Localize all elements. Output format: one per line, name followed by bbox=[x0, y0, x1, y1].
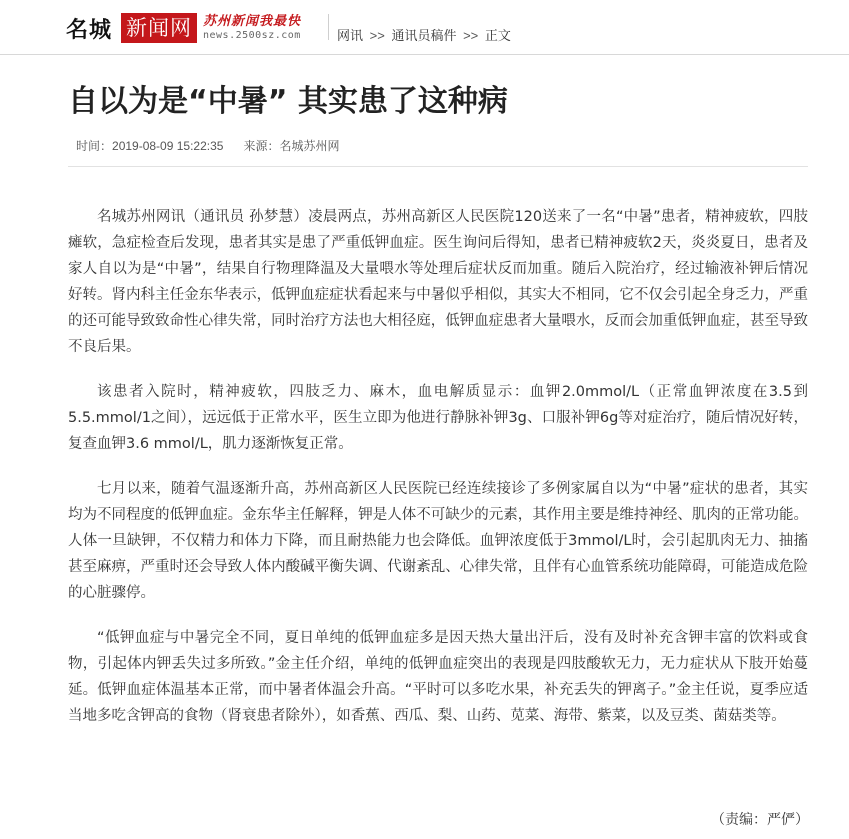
article-meta bbox=[76, 137, 339, 154]
site-logo[interactable]: 名城 bbox=[66, 18, 113, 43]
header-divider bbox=[328, 14, 329, 40]
site-logo-box[interactable]: 新闻网 bbox=[121, 13, 197, 43]
breadcrumb-separator: >> bbox=[369, 28, 385, 43]
breadcrumb-item-news[interactable]: 网讯 bbox=[337, 28, 364, 43]
publish-time: 2019-08-09 15:22:35 bbox=[112, 139, 224, 153]
article-paragraph: 该患者入院时，精神疲软，四肢乏力、麻木，血电解质显示：血钾2.0mmol/L（正常血钾浓度在3.5到5.5.mmol/1之间），远远低于正常水平，医生立即为他进行静脉补钾3g、口服补钾6g等对症治疗，随后情况好转，复查血钾3.6 mmol/L，肌力逐渐恢复正常。 bbox=[68, 384, 808, 452]
site-slogan: 苏州新闻我最快 bbox=[203, 14, 302, 29]
site-url: news.2500sz.com bbox=[203, 30, 301, 41]
time-label: 时间： bbox=[76, 139, 113, 153]
article-title: 自以为是“中暑” 其实患了这种病 bbox=[68, 84, 508, 119]
article-body bbox=[68, 204, 808, 748]
article-editor: （责编：严俨） bbox=[711, 812, 809, 828]
article-paragraph: 七月以来，随着气温逐渐升高，苏州高新区人民医院已经连续接诊了多例家属自以为“中暑”症状的患者，其实均为不同程度的低钾血症。金东华主任解释，钾是人体不可缺少的元素，其作用主要是维持神经、肌肉的正常功能。人体一旦缺钾，不仅精力和体力下降，而且耐热能力也会降低。血钾浓度低于3mmol/L时，会引起肌肉无力、抽搐甚至麻痹，严重时还会导致人体内酸碱平衡失调、代谢紊乱、心律失常，且伴有心血管系统功能障碍，可能造成危险的心脏骤停。 bbox=[68, 481, 808, 601]
article-paragraph: 名城苏州网讯（通讯员 孙梦慧）凌晨两点，苏州高新区人民医院120送来了一名“中暑”患者，精神疲软，四肢瘫软，急症检查后发现，患者其实是患了严重低钾血症。医生询问后得知，患者已精神疲软2天，炎炎夏日，患者及家人自以为是“中暑”，结果自行物理降温及大量喂水等处理后症状反而加重。随后入院治疗，经过输液补钾后情况好转。肾内科主任金东华表示，低钾血症症状看起来与中暑似乎相似，其实大不相同，它不仅会引起全身乏力，严重的还可能导致致命性心律失常，同时治疗方法也大相径庭，低钾血症患者大量喂水，反而会加重低钾血症，甚至导致不良后果。 bbox=[68, 209, 808, 355]
breadcrumb bbox=[337, 25, 511, 44]
source-label: 来源： bbox=[243, 139, 280, 153]
meta-divider bbox=[68, 166, 808, 167]
site-header bbox=[0, 0, 849, 52]
breadcrumb-separator: >> bbox=[463, 28, 479, 43]
breadcrumb-item-current: 正文 bbox=[484, 28, 511, 43]
article-paragraph: “低钾血症与中暑完全不同，夏日单纯的低钾血症多是因天热大量出汗后，没有及时补充含钾丰富的饮料或食物，引起体内钾丢失过多所致。”金主任介绍，单纯的低钾血症突出的表现是四肢酸软无力，无力症状从下肢开始蔓延。低钾血症体温基本正常，而中暑者体温会升高。“平时可以多吃水果，补充丢失的钾离子。”金主任说，夏季应适当地多吃含钾高的食物（肾衰患者除外），如香蕉、西瓜、梨、山药、苋菜、海带、紫菜，以及豆类、菌菇类等。 bbox=[68, 630, 808, 724]
article-source: 名城苏州网 bbox=[279, 139, 340, 153]
breadcrumb-item-correspondent[interactable]: 通讯员稿件 bbox=[391, 28, 457, 43]
header-rule bbox=[0, 54, 849, 55]
